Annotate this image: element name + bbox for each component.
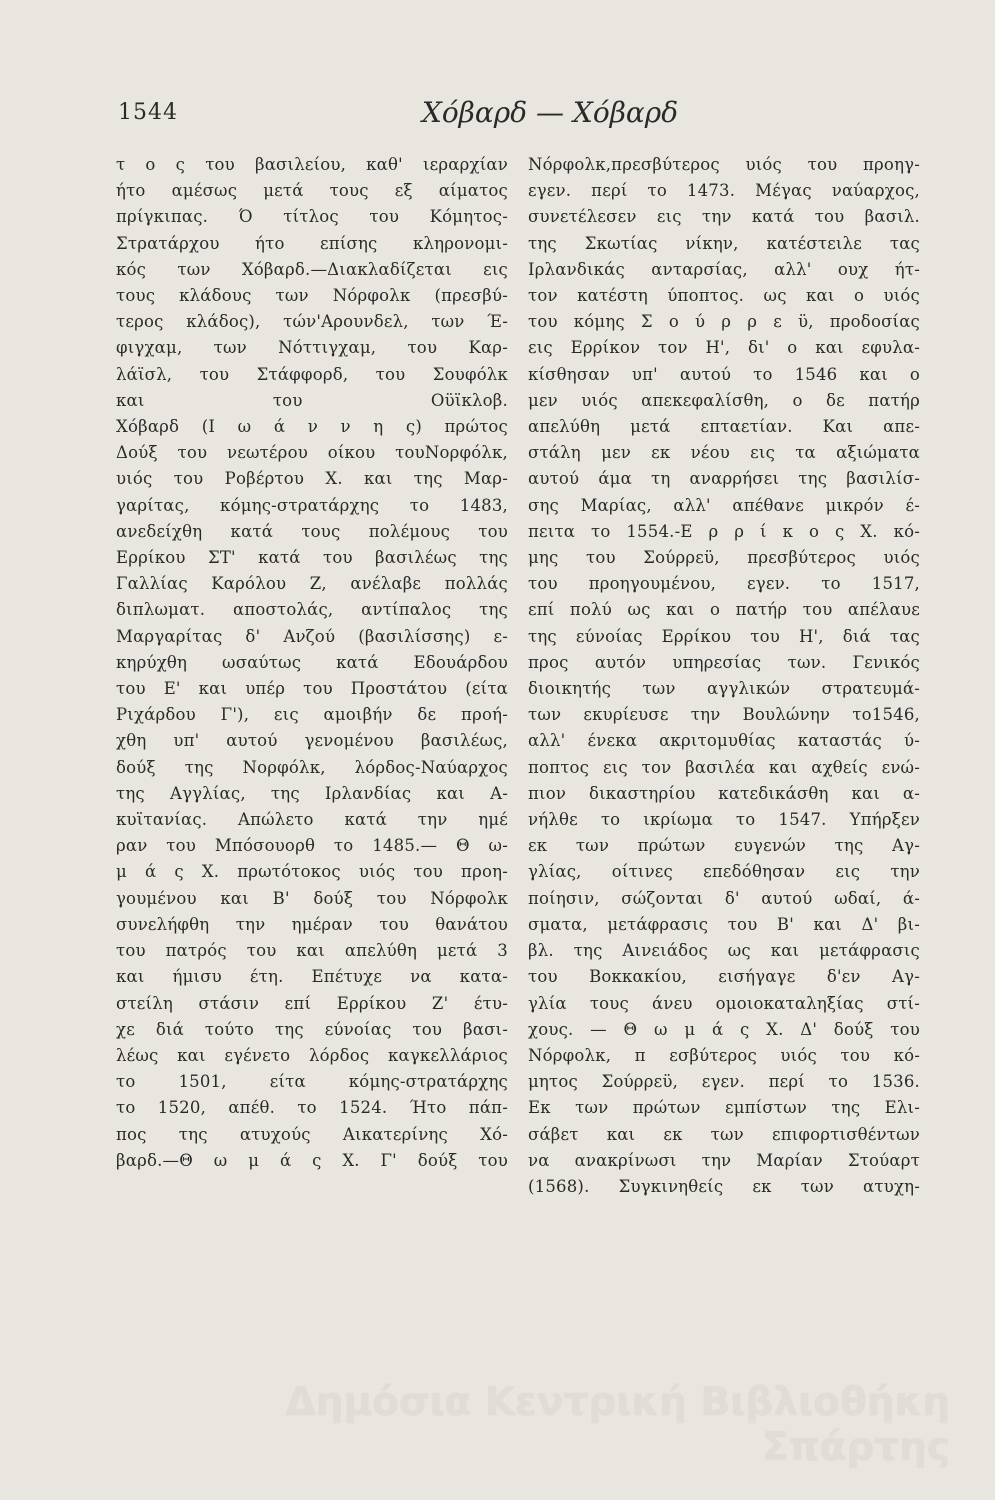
text-line: το 1520, απέθ. το 1524. Ήτο πάπ-: [116, 1098, 508, 1118]
text-line: Γαλλίας Καρόλου Ζ, ανέλαβε πολλάς: [116, 574, 508, 594]
text-line: και του Οϋϊκλοβ.: [116, 390, 508, 410]
text-line: ανεδείχθη κατά τους πολέμους του: [116, 521, 508, 541]
text-line: προς αυτόν υπηρεσίας των. Γενικός: [528, 652, 920, 672]
text-line: Νόρφολκ, π εσβύτερος υιός του κό-: [528, 1045, 920, 1065]
text-line: της Σκωτίας νίκην, κατέστειλε τας: [528, 233, 920, 253]
text-line: (1568). Συγκινηθείς εκ των ατυχη-: [528, 1176, 920, 1196]
text-line: νήλθε το ικρίωμα το 1547. Υπήρξεν: [528, 810, 920, 830]
text-line: του Ε' και υπέρ του Προστάτου (είτα: [116, 679, 508, 699]
text-line: της εύνοίας Ερρίκου του Η', διά τας: [528, 626, 920, 646]
text-line: ραν του Μπόσουορθ το 1485.— Θ ω-: [116, 836, 508, 856]
text-line: γλίας, οίτινες επεδόθησαν εις την: [528, 862, 920, 882]
text-line: Ιρλανδικάς ανταρσίας, αλλ' ουχ ήτ-: [528, 259, 920, 279]
text-line: εις Ερρίκον τον Η', δι' ο και εφυλα-: [528, 338, 920, 358]
running-head: Χόβαρδ — Χόβαρδ: [421, 96, 679, 129]
text-line: γλία τους άνευ ομοιοκαταληξίας στί-: [528, 993, 920, 1013]
text-line: να ανακρίνωσι την Μαρίαν Στούαρτ: [528, 1150, 920, 1170]
text-line: στάλη μεν εκ νέου εις τα αξιώματα: [528, 443, 920, 463]
text-line: πειτα το 1554.-Ε ρ ρ ί κ ο ς Χ. κό-: [528, 521, 920, 541]
text-line: Στρατάρχου ήτο επίσης κληρονομι-: [116, 233, 508, 253]
text-line: ποίησιν, σώζονται δ' αυτού ωδαί, ά-: [528, 888, 920, 908]
text-line: κίσθησαν υπ' αυτού το 1546 και ο: [528, 364, 920, 384]
text-line: μης του Σούρρεϋ, πρεσβύτερος υιός: [528, 548, 920, 568]
text-line: βλ. της Αινειάδος ως και μετάφρασις: [528, 941, 920, 961]
text-line: φιγχαμ, των Νόττιγχαμ, του Καρ-: [116, 338, 508, 358]
text-line: του προηγουμένου, εγεν. το 1517,: [528, 574, 920, 594]
text-line: κός των Χόβαρδ.—Διακλαδίζεται εις: [116, 259, 508, 279]
text-line: του πατρός του και απελύθη μετά 3: [116, 941, 508, 961]
text-line: αλλ' ένεκα ακριτομυθίας καταστάς ύ-: [528, 731, 920, 751]
text-line: μεν υιός απεκεφαλίσθη, ο δε πατήρ: [528, 390, 920, 410]
text-line: διπλωματ. αποστολάς, αντίπαλος της: [116, 600, 508, 620]
text-line: εγεν. περί το 1473. Μέγας ναύαρχος,: [528, 181, 920, 201]
text-line: τον κατέστη ύποπτος. ως και ο υιός: [528, 286, 920, 306]
text-line: σάβετ και εκ των επιφορτισθέντων: [528, 1124, 920, 1144]
text-line: ποπτος εις τον βασιλέα και αχθείς ενώ-: [528, 757, 920, 777]
text-line: βαρδ.—Θ ω μ ά ς Χ. Γ' δούξ του: [116, 1150, 508, 1170]
text-line: χε διά τούτο της εύνοίας του βασι-: [116, 1019, 508, 1039]
text-line: μητος Σούρρεϋ, εγεν. περί το 1536.: [528, 1072, 920, 1092]
text-line: ήτο αμέσως μετά τους εξ αίματος: [116, 181, 508, 201]
text-line: μ ά ς Χ. πρωτότοκος υιός του προη-: [116, 862, 508, 882]
text-line: απελύθη μετά επταετίαν. Και απε-: [528, 417, 920, 437]
text-line: αυτού άμα τη αναρρήσει της βασιλίσ-: [528, 469, 920, 489]
text-line: κηρύχθη ωσαύτως κατά Εδουάρδου: [116, 652, 508, 672]
text-line: και ήμισυ έτη. Επέτυχε να κατα-: [116, 967, 508, 987]
text-line: του κόμης Σ ο ύ ρ ρ ε ϋ, προδοσίας: [528, 312, 920, 332]
text-line: λέως και εγένετο λόρδος καγκελλάριος: [116, 1045, 508, 1065]
text-line: δούξ της Νορφόλκ, λόρδος-Ναύαρχος: [116, 757, 508, 777]
page-number: 1544: [118, 100, 178, 125]
left-column: [116, 152, 508, 1174]
text-line: Μαργαρίτας δ' Ανζού (βασιλίσσης) ε-: [116, 626, 508, 646]
text-line: στείλη στάσιν επί Ερρίκου Ζ' έτυ-: [116, 993, 508, 1013]
text-line: πος της ατυχούς Αικατερίνης Χό-: [116, 1124, 508, 1144]
text-line: χθη υπ' αυτού γενομένου βασιλέως,: [116, 731, 508, 751]
text-line: τερος κλάδος), τών'Αρουνδελ, των Έ-: [116, 312, 508, 332]
text-line: χους. — Θ ω μ ά ς Χ. Δ' δούξ του: [528, 1019, 920, 1039]
text-line: των εκυρίευσε την Βουλώνην το1546,: [528, 705, 920, 725]
text-line: Χόβαρδ (Ι ω ά ν ν η ς) πρώτος: [116, 417, 508, 437]
text-line: κυϊτανίας. Απώλετο κατά την ημέ: [116, 810, 508, 830]
text-line: συνελήφθη την ημέραν του θανάτου: [116, 914, 508, 934]
library-watermark: Δημόσια Κεντρική Βιβλιοθήκη Σπάρτης: [285, 1380, 950, 1470]
text-line: συνετέλεσεν εις την κατά του βασιλ.: [528, 207, 920, 227]
text-line: Ερρίκου ΣΤ' κατά του βασιλέως της: [116, 548, 508, 568]
text-line: σης Μαρίας, αλλ' απέθανε μικρόν έ-: [528, 495, 920, 515]
text-line: σματα, μετάφρασις του Β' και Δ' βι-: [528, 914, 920, 934]
text-line: Εκ των πρώτων εμπίστων της Ελι-: [528, 1098, 920, 1118]
text-line: πιον δικαστηρίου κατεδικάσθη και α-: [528, 783, 920, 803]
text-line: του Βοκκακίου, εισήγαγε δ'εν Αγ-: [528, 967, 920, 987]
text-line: διοικητής των αγγλικών στρατευμά-: [528, 679, 920, 699]
text-line: λάϊσλ, του Στάφφορδ, του Σουφόλκ: [116, 364, 508, 384]
text-line: Νόρφολκ,πρεσβύτερος υιός του προηγ-: [528, 155, 920, 174]
right-column: [528, 152, 920, 1200]
text-line: εκ των πρώτων ευγενών της Αγ-: [528, 836, 920, 856]
text-line: πρίγκιπας. Ό τίτλος του Κόμητος-: [116, 207, 508, 227]
text-line: τ ο ς του βασιλείου, καθ' ιεραρχίαν: [116, 155, 508, 174]
text-line: γαρίτας, κόμης-στρατάρχης το 1483,: [116, 495, 508, 515]
text-line: τους κλάδους των Νόρφολκ (πρεσβύ-: [116, 286, 508, 306]
text-line: το 1501, είτα κόμης-στρατάρχης: [116, 1072, 508, 1092]
text-line: επί πολύ ως και ο πατήρ του απέλαυε: [528, 600, 920, 620]
text-line: της Αγγλίας, της Ιρλανδίας και Α-: [116, 783, 508, 803]
text-line: Δούξ του νεωτέρου οίκου τουΝορφόλκ,: [116, 443, 508, 463]
text-line: Ριχάρδου Γ'), εις αμοιβήν δε προή-: [116, 705, 508, 725]
text-line: υιός του Ροβέρτου Χ. και της Μαρ-: [116, 469, 508, 489]
text-line: γουμένου και Β' δούξ του Νόρφολκ: [116, 888, 508, 908]
